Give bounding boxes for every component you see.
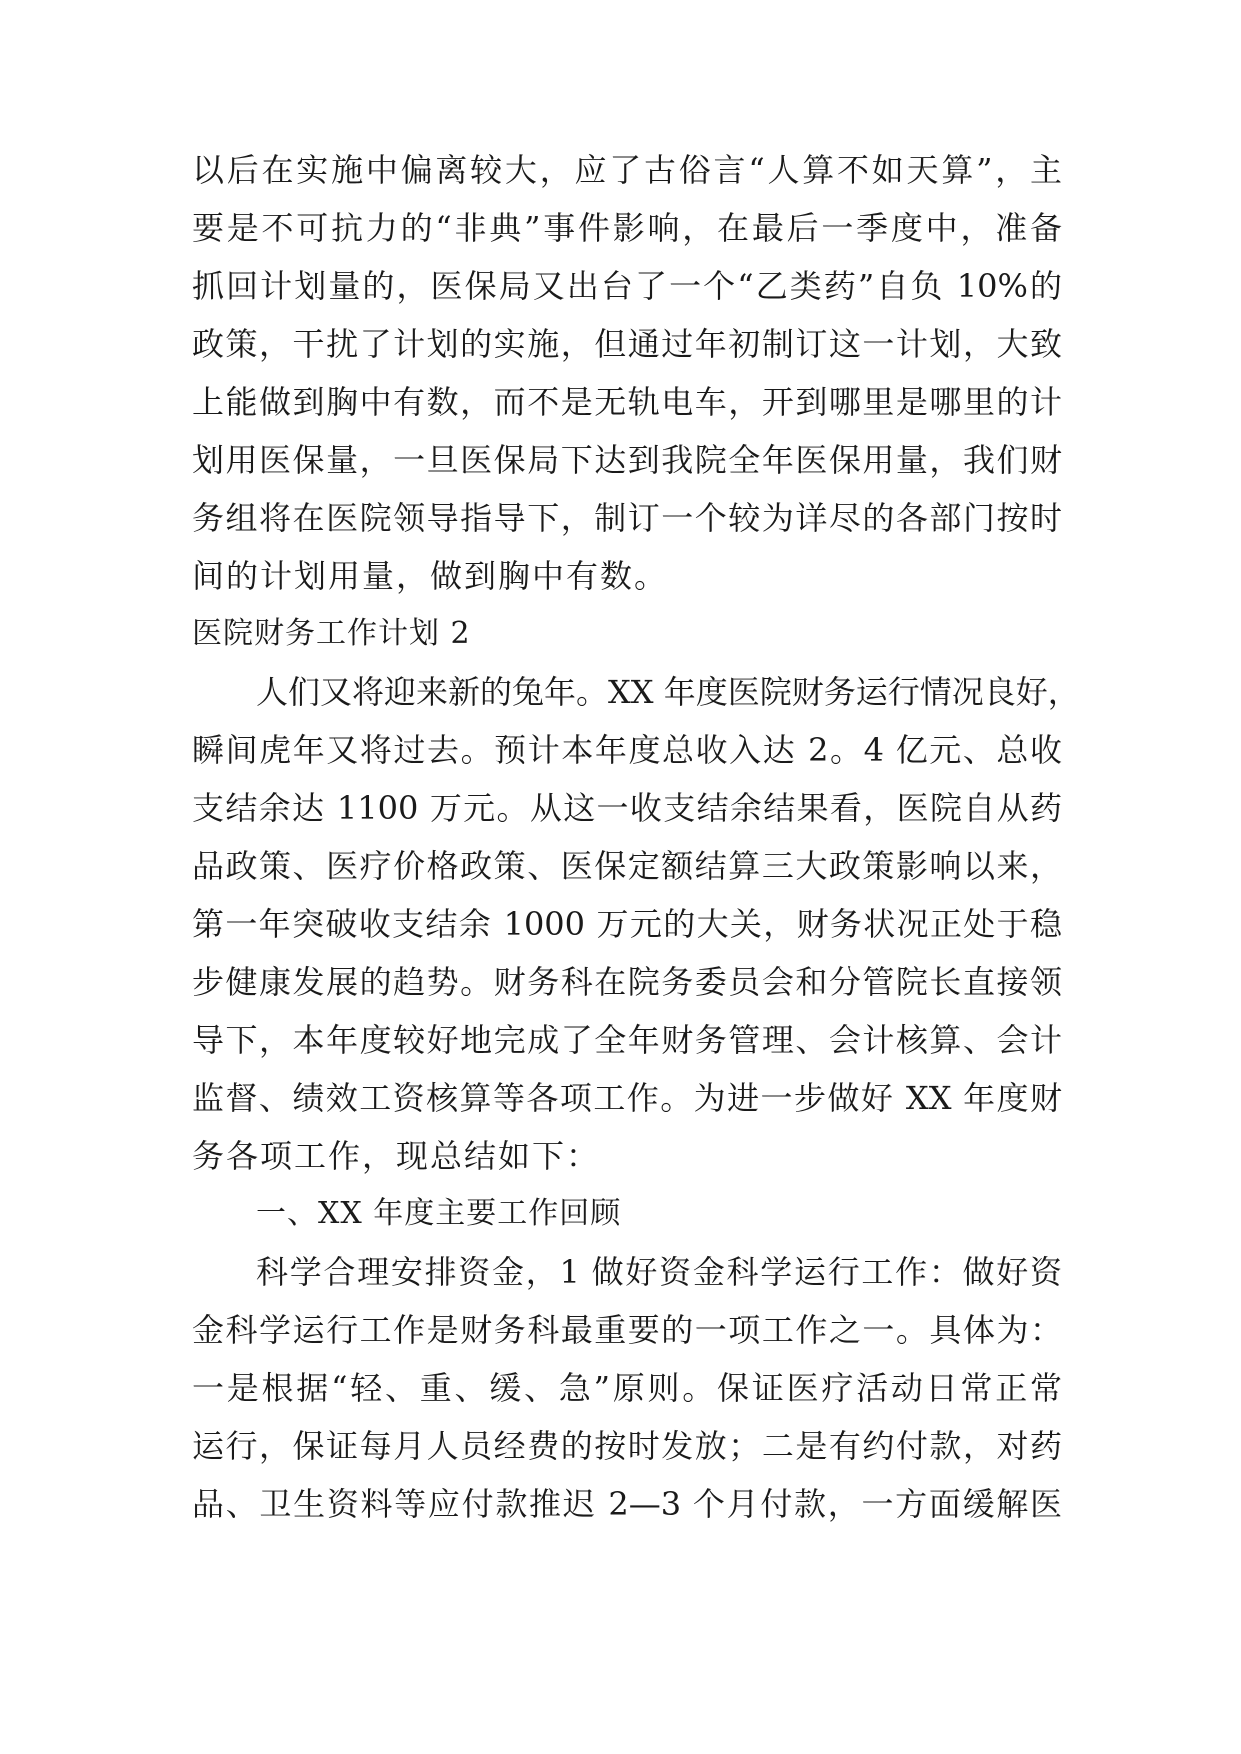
paragraph-2-line-7: 导下，本年度较好地完成了全年财务管理、会计核算、会计 [192,1021,1062,1059]
paragraph-3-line-3: 一是根据“轻、重、缓、急”原则。保证医疗活动日常正常 [192,1369,1062,1407]
paragraph-2-line-6: 步健康发展的趋势。财务科在院务委员会和分管院长直接领 [192,963,1062,1001]
paragraph-1-line-5: 上能做到胸中有数，而不是无轨电车，开到哪里是哪里的计 [192,383,1062,421]
paragraph-2-line-5: 第一年突破收支结余 1000 万元的大关，财务状况正处于稳 [192,905,1062,943]
paragraph-1-line-2: 要是不可抗力的“非典”事件影响，在最后一季度中，准备 [192,209,1062,247]
section-heading-1: 一、XX 年度主要工作回顾 [256,1196,622,1231]
paragraph-2-line-1: 人们又将迎来新的兔年。XX 年度医院财务运行情况良好， [256,673,1080,711]
section-title-2: 医院财务工作计划 2 [192,616,471,651]
paragraph-2-line-4: 品政策、医疗价格政策、医保定额结算三大政策影响以来， [192,847,1062,885]
paragraph-1-line-1: 以后在实施中偏离较大，应了古俗言“人算不如天算”，主 [192,151,1062,189]
paragraph-2-line-3: 支结余达 1100 万元。从这一收支结余结果看，医院自从药 [192,789,1062,827]
paragraph-1-line-3: 抓回计划量的，医保局又出台了一个“乙类药”自负 10%的 [192,267,1062,305]
paragraph-3-line-1: 科学合理安排资金，1 做好资金科学运行工作：做好资 [256,1253,1062,1291]
paragraph-1-line-6: 划用医保量，一旦医保局下达到我院全年医保用量，我们财 [192,441,1062,479]
paragraph-1-line-4: 政策，干扰了计划的实施，但通过年初制订这一计划，大致 [192,325,1062,363]
paragraph-3-line-2: 金科学运行工作是财务科最重要的一项工作之一。具体为： [192,1311,1062,1349]
paragraph-2-line-2: 瞬间虎年又将过去。预计本年度总收入达 2。4 亿元、总收 [192,731,1062,769]
paragraph-2-line-8: 监督、绩效工资核算等各项工作。为进一步做好 XX 年度财 [192,1079,1062,1117]
paragraph-1-line-7: 务组将在医院领导指导下，制订一个较为详尽的各部门按时 [192,499,1062,537]
paragraph-2-line-9: 务各项工作，现总结如下： [192,1137,601,1175]
paragraph-1-line-8: 间的计划用量，做到胸中有数。 [192,557,669,595]
paragraph-3-line-4: 运行，保证每月人员经费的按时发放；二是有约付款，对药 [192,1427,1062,1465]
paragraph-3-line-5: 品、卫生资料等应付款推迟 2—3 个月付款，一方面缓解医 [192,1485,1062,1523]
